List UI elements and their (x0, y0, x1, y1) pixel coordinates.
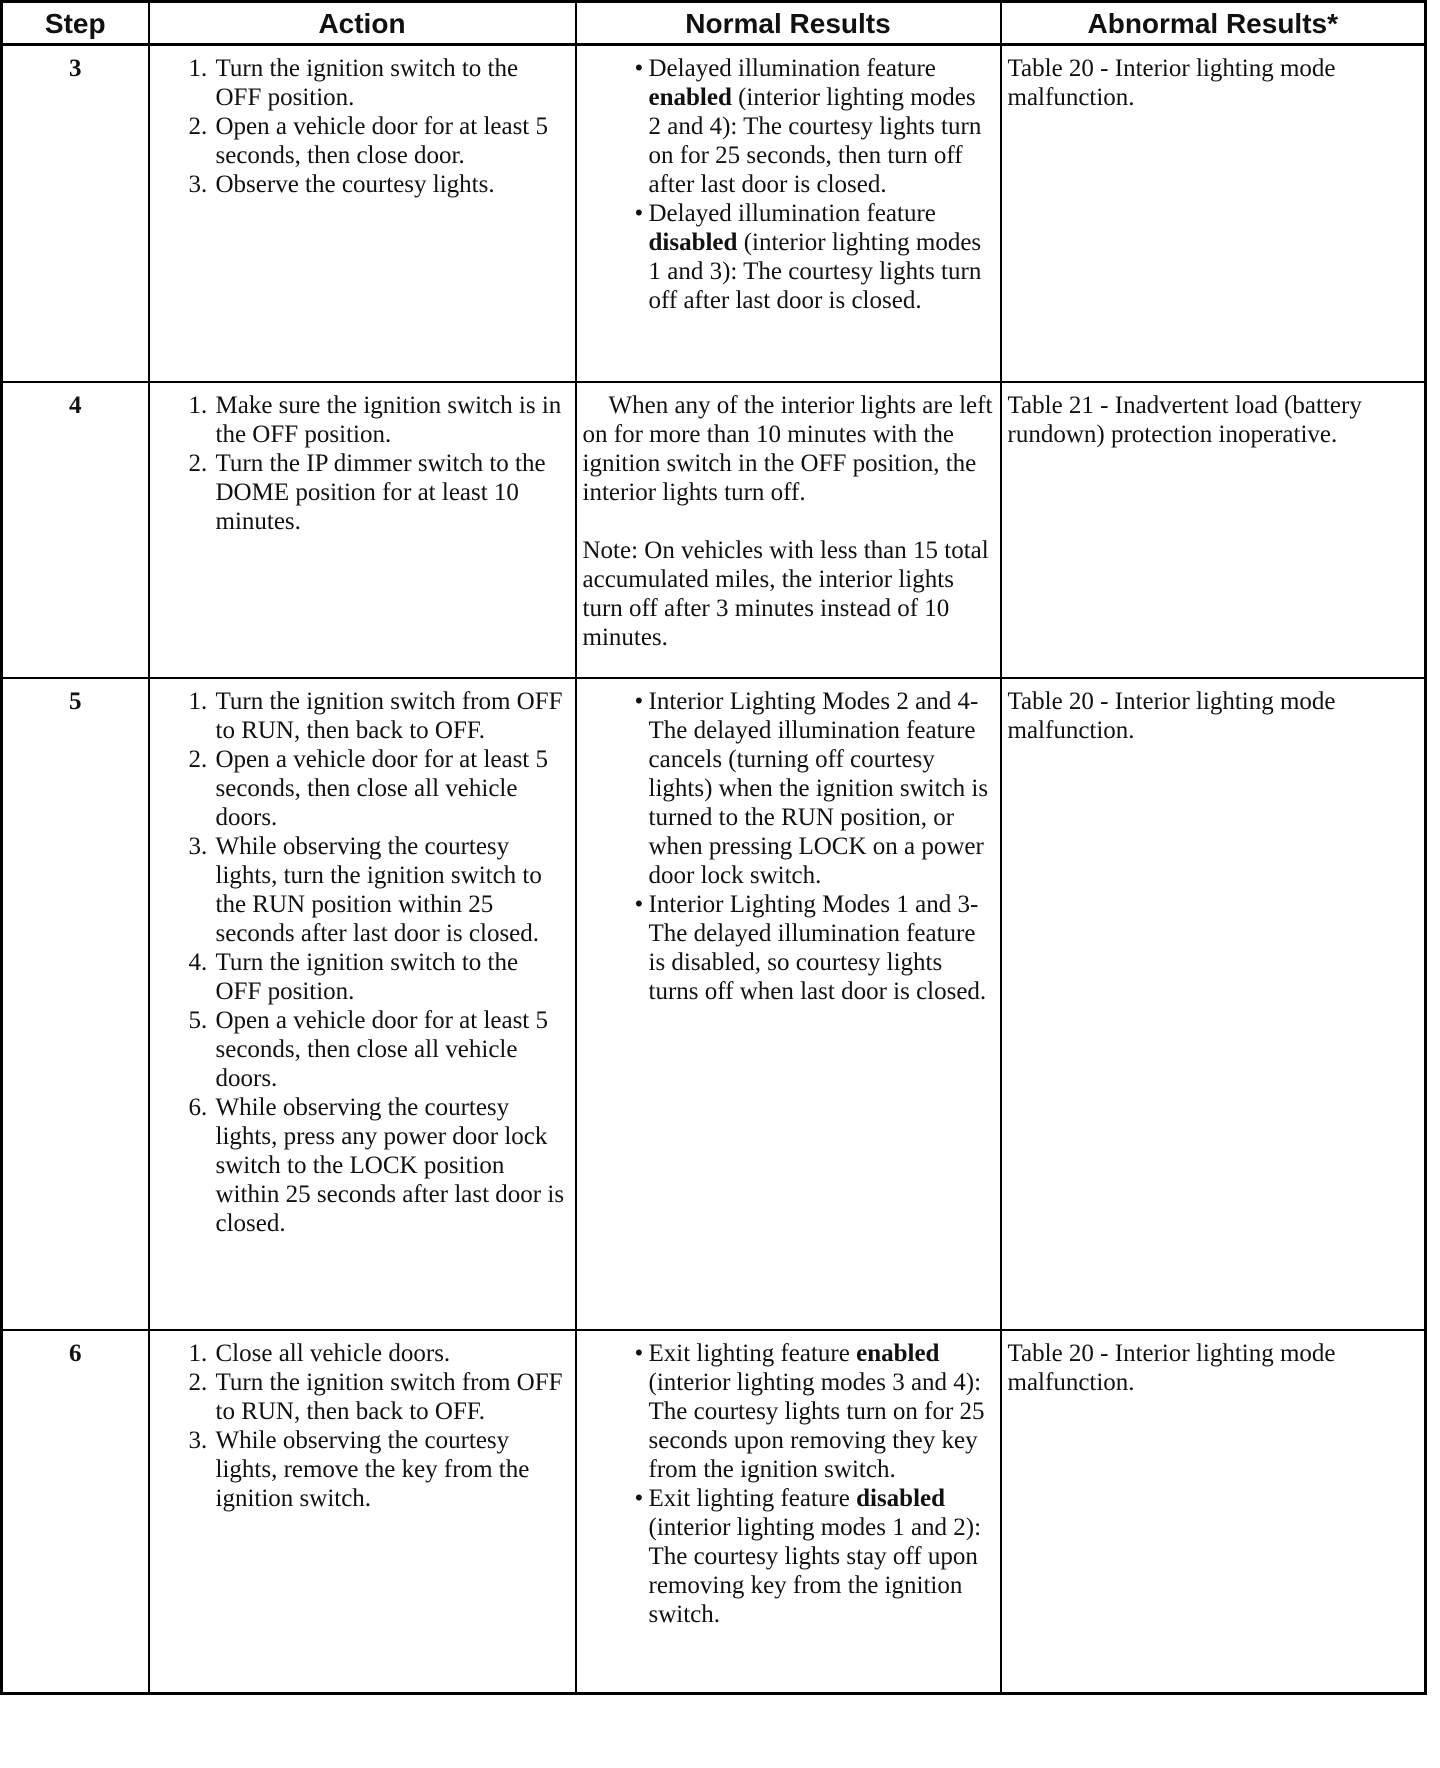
action-list (156, 54, 569, 199)
action-list (156, 391, 569, 536)
action-item: 3. While observing the courtesy lights, turn the ignition switch to the RUN position within 25 seconds after last door is closed. (214, 832, 569, 948)
step-number: 6 (2, 1330, 149, 1694)
header-action: Action (149, 2, 576, 45)
action-list (156, 1339, 569, 1513)
step-number: 3 (2, 45, 149, 382)
result-item: • Interior Lighting Modes 1 and 3- The delayed illumination feature is disabled, so courtesy lights turns off when last door is closed. (649, 890, 994, 1006)
table-row (2, 1330, 1426, 1694)
action-item: 2. Turn the IP dimmer switch to the DOME position for at least 10 minutes. (214, 449, 569, 536)
normal-results-cell (576, 1330, 1001, 1694)
result-note: Note: On vehicles with less than 15 total accumulated miles, the interior lights turn off after 3 minutes instead of 10 minutes. (582, 536, 989, 651)
normal-results-list (583, 1339, 994, 1629)
result-item: • Exit lighting feature enabled (interior lighting modes 3 and 4): The courtesy lights turn on for 25 seconds upon removing they key from the ignition switch. (649, 1339, 994, 1484)
normal-results-cell (576, 45, 1001, 382)
result-item: • Interior Lighting Modes 2 and 4- The delayed illumination feature cancels (turning off courtesy lights) when the ignition switch is turned to the RUN position, or when pressing LOCK on a power door lock switch. (649, 687, 994, 890)
table-row (2, 382, 1426, 678)
header-normal-results: Normal Results (576, 2, 1001, 45)
result-paragraph: When any of the interior lights are left on for more than 10 minutes with the ignition switch in the OFF position, the interior lights turn off. (582, 391, 993, 506)
action-item: 1. Make sure the ignition switch is in the OFF position. (214, 391, 569, 449)
action-item: 3. Observe the courtesy lights. (214, 170, 569, 199)
abnormal-results-cell: Table 21 - Inadvertent load (battery rundown) protection inoperative. (1001, 382, 1426, 678)
table-row (2, 45, 1426, 382)
step-number: 4 (2, 382, 149, 678)
action-item: 1. Turn the ignition switch to the OFF position. (214, 54, 569, 112)
header-row (2, 2, 1426, 45)
result-item: • Delayed illumination feature enabled (interior lighting modes 2 and 4): The courtesy lights turn on for 25 seconds, then turn off after last door is closed. (649, 54, 994, 199)
step-number: 5 (2, 678, 149, 1330)
abnormal-results-cell: Table 20 - Interior lighting mode malfunction. (1001, 678, 1426, 1330)
normal-results-list (583, 54, 994, 315)
action-item: 2. Open a vehicle door for at least 5 seconds, then close all vehicle doors. (214, 745, 569, 832)
abnormal-results-cell: Table 20 - Interior lighting mode malfunction. (1001, 45, 1426, 382)
action-list (156, 687, 569, 1238)
action-item: 6. While observing the courtesy lights, press any power door lock switch to the LOCK position within 25 seconds after last door is closed. (214, 1093, 569, 1238)
action-cell (149, 45, 576, 382)
action-cell (149, 1330, 576, 1694)
header-step: Step (2, 2, 149, 45)
action-item: 5. Open a vehicle door for at least 5 seconds, then close all vehicle doors. (214, 1006, 569, 1093)
normal-results-list (583, 687, 994, 1006)
action-cell (149, 382, 576, 678)
action-item: 1. Turn the ignition switch from OFF to RUN, then back to OFF. (214, 687, 569, 745)
action-item: 1. Close all vehicle doors. (214, 1339, 569, 1368)
table-row (2, 678, 1426, 1330)
action-item: 3. While observing the courtesy lights, remove the key from the ignition switch. (214, 1426, 569, 1513)
normal-results-cell (576, 678, 1001, 1330)
header-abnormal-results: Abnormal Results* (1001, 2, 1426, 45)
result-item: • Exit lighting feature disabled (interior lighting modes 1 and 2): The courtesy lights stay off upon removing key from the ignition switch. (649, 1484, 994, 1629)
normal-results-cell (576, 382, 1001, 678)
action-item: 4. Turn the ignition switch to the OFF position. (214, 948, 569, 1006)
result-item: • Delayed illumination feature disabled (interior lighting modes 1 and 3): The courtesy lights turn off after last door is closed. (649, 199, 994, 315)
action-item: 2. Turn the ignition switch from OFF to RUN, then back to OFF. (214, 1368, 569, 1426)
action-item: 2. Open a vehicle door for at least 5 seconds, then close door. (214, 112, 569, 170)
abnormal-results-cell: Table 20 - Interior lighting mode malfunction. (1001, 1330, 1426, 1694)
action-cell (149, 678, 576, 1330)
